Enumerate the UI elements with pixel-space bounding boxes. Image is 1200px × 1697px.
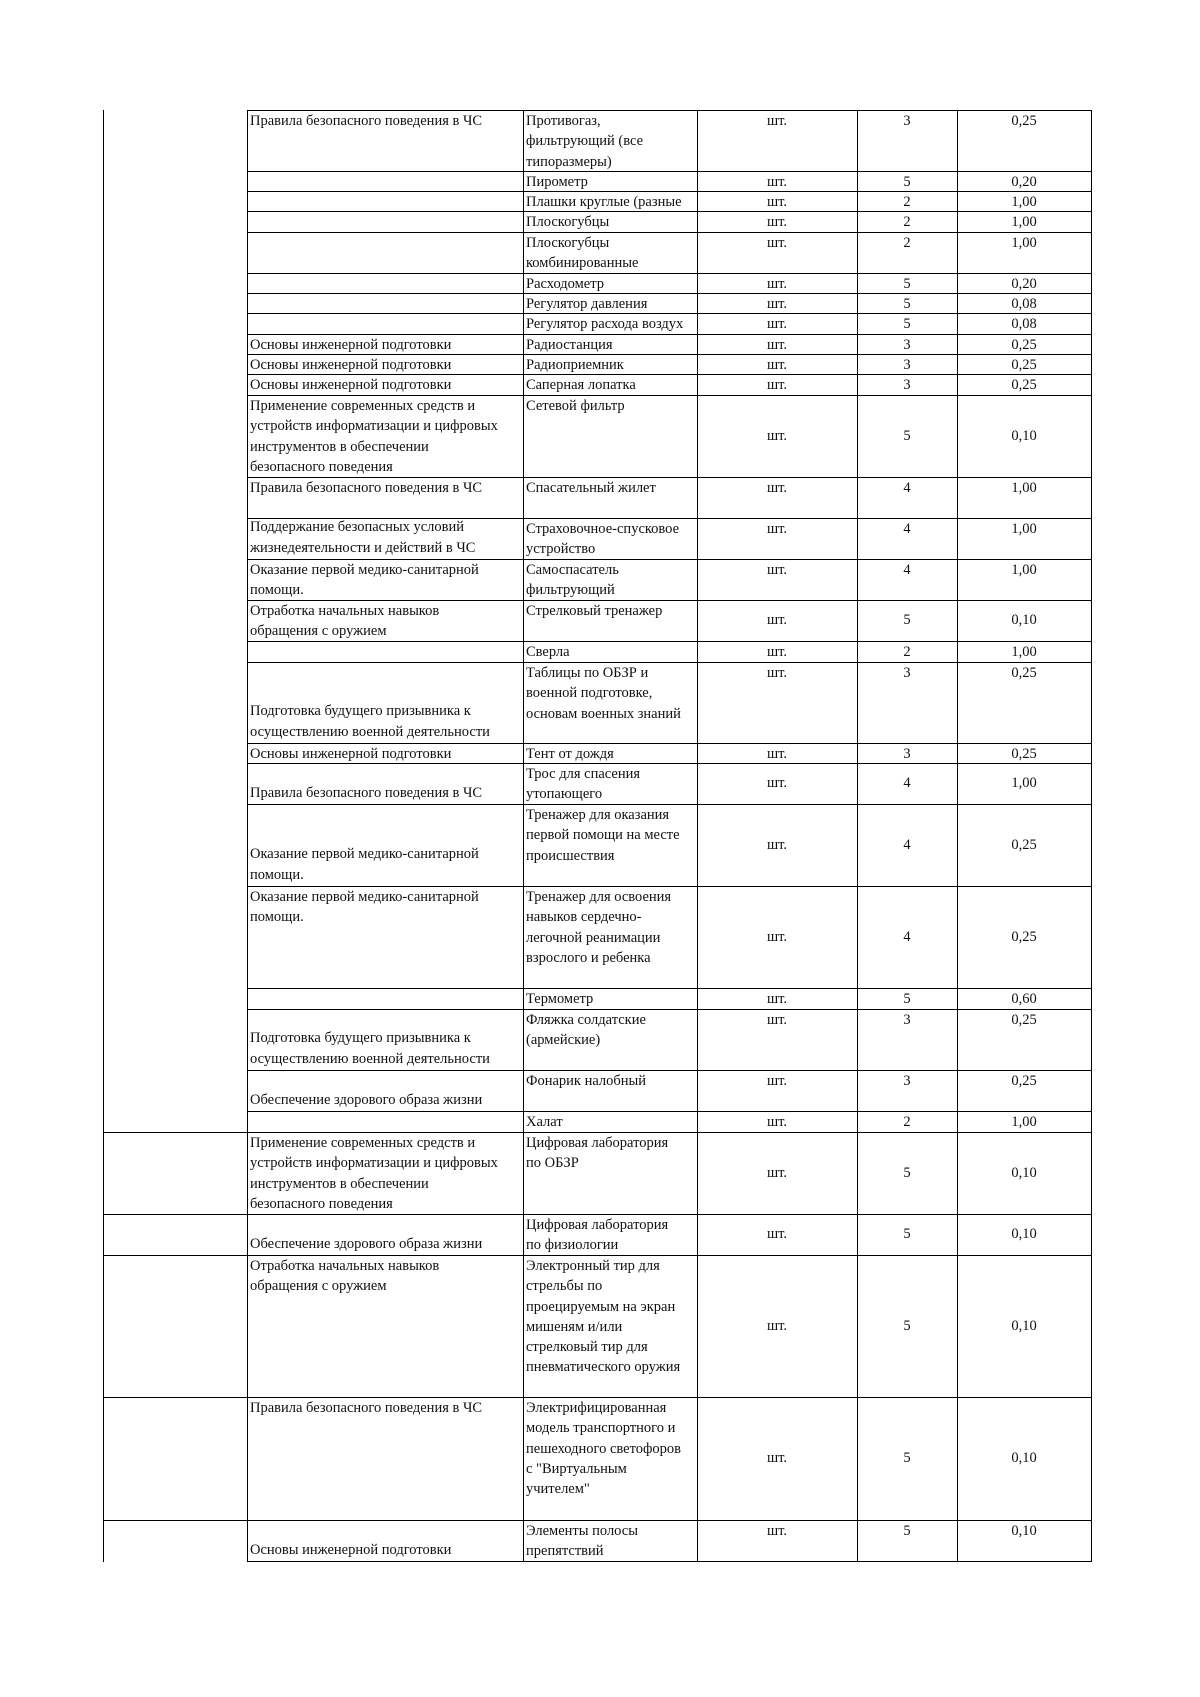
topic-cell: Оказание первой медико-санитарной помощи. xyxy=(250,846,479,883)
unit-cell: шт. xyxy=(766,296,788,312)
equipment-name-cell: Радиостанция xyxy=(526,337,613,353)
equipment-name-cell: Плашки круглые (разные xyxy=(526,194,682,210)
quantity-cell: 5 xyxy=(903,991,911,1007)
unit-cell: шт. xyxy=(766,174,788,190)
unit-cell: шт. xyxy=(766,113,788,129)
quantity-cell: 4 xyxy=(903,836,911,853)
coefficient-cell: 0,25 xyxy=(1011,337,1037,353)
quantity-cell: 3 xyxy=(903,1012,911,1028)
coefficient-cell: 1,00 xyxy=(1011,214,1037,230)
coefficient-cell: 1,00 xyxy=(1011,521,1037,537)
quantity-cell: 3 xyxy=(903,337,911,353)
unit-cell: шт. xyxy=(766,1450,788,1467)
equipment-name-cell: Тренажер для освоения навыков сердечно- легочной реанимации взрослого и ребенка xyxy=(526,889,672,966)
unit-cell: шт. xyxy=(766,1523,788,1539)
unit-cell: шт. xyxy=(766,1012,788,1028)
quantity-cell: 3 xyxy=(903,1073,911,1089)
coefficient-cell: 0,08 xyxy=(1011,296,1037,312)
topic-cell: Подготовка будущего призывника к осуществлению военной деятельности xyxy=(250,703,490,740)
equipment-name-cell: Страховочное-спусковое устройство xyxy=(526,521,680,558)
unit-cell: шт. xyxy=(766,1164,788,1181)
unit-cell: шт. xyxy=(766,1226,788,1243)
quantity-cell: 3 xyxy=(903,113,911,129)
topic-cell: Обеспечение здорового образа жизни xyxy=(250,1091,483,1108)
unit-cell: шт. xyxy=(766,1073,788,1089)
equipment-name-cell: Противогаз, фильтрующий (все типоразмеры) xyxy=(526,113,644,170)
coefficient-cell: 0,10 xyxy=(1011,1226,1037,1243)
unit-cell: шт. xyxy=(766,357,788,373)
equipment-name-cell: Спасательный жилет xyxy=(526,480,656,496)
quantity-cell: 5 xyxy=(903,427,911,444)
quantity-cell: 5 xyxy=(903,276,911,292)
coefficient-cell: 0,25 xyxy=(1011,836,1037,853)
quantity-cell: 3 xyxy=(903,377,911,393)
coefficient-cell: 0,60 xyxy=(1011,991,1037,1007)
equipment-name-cell: Электрифицированная модель транспортного и пешеходного светофоров с "Виртуальным учителем" xyxy=(526,1400,682,1498)
column-border xyxy=(247,110,248,1562)
coefficient-cell: 0,25 xyxy=(1011,377,1037,393)
quantity-cell: 5 xyxy=(903,174,911,190)
quantity-cell: 5 xyxy=(903,1226,911,1243)
topic-cell: Правила безопасного поведения в ЧС xyxy=(250,480,483,496)
topic-cell: Применение современных средств и устройств информатизации и цифровых инструментов в обеспечении безопасного поведения xyxy=(250,1135,498,1212)
equipment-name-cell: Самоспасатель фильтрующий xyxy=(526,562,619,599)
coefficient-cell: 1,00 xyxy=(1011,562,1037,578)
equipment-name-cell: Сетевой фильтр xyxy=(526,398,625,414)
topic-cell: Поддержание безопасных условий жизнедеятельности и действий в ЧС xyxy=(250,519,476,556)
quantity-cell: 3 xyxy=(903,665,911,681)
equipment-name-cell: Плоскогубцы комбинированные xyxy=(526,235,639,272)
equipment-name-cell: Халат xyxy=(526,1114,563,1130)
topic-cell: Основы инженерной подготовки xyxy=(250,377,452,393)
equipment-name-cell: Термометр xyxy=(526,991,594,1007)
topic-cell: Основы инженерной подготовки xyxy=(250,337,452,353)
column-border xyxy=(103,110,104,1562)
coefficient-cell: 0,08 xyxy=(1011,316,1037,332)
quantity-cell: 5 xyxy=(903,1164,911,1181)
unit-cell: шт. xyxy=(766,235,788,251)
topic-cell: Правила безопасного поведения в ЧС xyxy=(250,784,483,801)
coefficient-cell: 0,10 xyxy=(1011,612,1037,629)
unit-cell: шт. xyxy=(766,562,788,578)
coefficient-cell: 0,25 xyxy=(1011,357,1037,373)
coefficient-cell: 0,25 xyxy=(1011,113,1037,129)
quantity-cell: 5 xyxy=(903,612,911,629)
equipment-name-cell: Электронный тир для стрельбы по проецируемым на экран мишеням и/или стрелковый тир для пневматического оружия xyxy=(526,1258,681,1376)
quantity-cell: 4 xyxy=(903,775,911,792)
topic-cell: Обеспечение здорового образа жизни xyxy=(250,1235,483,1252)
quantity-cell: 5 xyxy=(903,1450,911,1467)
unit-cell: шт. xyxy=(766,991,788,1007)
equipment-name-cell: Регулятор давления xyxy=(526,296,648,312)
topic-cell: Отработка начальных навыков обращения с оружием xyxy=(250,1258,440,1295)
unit-cell: шт. xyxy=(766,480,788,496)
equipment-name-cell: Тренажер для оказания первой помощи на месте происшествия xyxy=(526,807,680,864)
quantity-cell: 4 xyxy=(903,928,911,945)
equipment-name-cell: Плоскогубцы xyxy=(526,214,610,230)
equipment-name-cell: Цифровая лаборатория по ОБЗР xyxy=(526,1135,669,1172)
unit-cell: шт. xyxy=(766,746,788,762)
unit-cell: шт. xyxy=(766,836,788,853)
quantity-cell: 2 xyxy=(903,194,911,210)
quantity-cell: 2 xyxy=(903,214,911,230)
coefficient-cell: 1,00 xyxy=(1011,194,1037,210)
quantity-cell: 3 xyxy=(903,746,911,762)
quantity-cell: 5 xyxy=(903,1317,911,1334)
coefficient-cell: 1,00 xyxy=(1011,775,1037,792)
unit-cell: шт. xyxy=(766,214,788,230)
coefficient-cell: 1,00 xyxy=(1011,235,1037,251)
quantity-cell: 5 xyxy=(903,1523,911,1539)
quantity-cell: 4 xyxy=(903,562,911,578)
equipment-name-cell: Расходометр xyxy=(526,276,605,292)
unit-cell: шт. xyxy=(766,427,788,444)
unit-cell: шт. xyxy=(766,276,788,292)
coefficient-cell: 0,25 xyxy=(1011,665,1037,681)
topic-cell: Основы инженерной подготовки xyxy=(250,1541,452,1558)
unit-cell: шт. xyxy=(766,612,788,629)
topic-cell: Правила безопасного поведения в ЧС xyxy=(250,113,483,129)
equipment-name-cell: Саперная лопатка xyxy=(526,377,636,393)
column-border xyxy=(857,110,858,1562)
unit-cell: шт. xyxy=(766,377,788,393)
quantity-cell: 2 xyxy=(903,1114,911,1130)
topic-cell: Применение современных средств и устройств информатизации и цифровых инструментов в обеспечении безопасного поведения xyxy=(250,398,498,475)
quantity-cell: 3 xyxy=(903,357,911,373)
equipment-name-cell: Фляжка солдатские (армейские) xyxy=(526,1012,646,1049)
unit-cell: шт. xyxy=(766,316,788,332)
topic-cell: Подготовка будущего призывника к осуществлению военной деятельности xyxy=(250,1030,490,1067)
column-border xyxy=(1091,110,1092,1562)
quantity-cell: 5 xyxy=(903,296,911,312)
topic-cell: Оказание первой медико-санитарной помощи. xyxy=(250,562,479,599)
coefficient-cell: 0,10 xyxy=(1011,427,1037,444)
equipment-name-cell: Сверла xyxy=(526,644,570,660)
unit-cell: шт. xyxy=(766,665,788,681)
topic-cell: Оказание первой медико-санитарной помощи. xyxy=(250,889,479,926)
coefficient-cell: 1,00 xyxy=(1011,1114,1037,1130)
coefficient-cell: 0,25 xyxy=(1011,1073,1037,1089)
unit-cell: шт. xyxy=(766,521,788,537)
topic-cell: Основы инженерной подготовки xyxy=(250,746,452,762)
coefficient-cell: 1,00 xyxy=(1011,480,1037,496)
coefficient-cell: 0,10 xyxy=(1011,1317,1037,1334)
quantity-cell: 2 xyxy=(903,235,911,251)
equipment-name-cell: Элементы полосы препятствий xyxy=(526,1523,638,1560)
quantity-cell: 4 xyxy=(903,480,911,496)
coefficient-cell: 1,00 xyxy=(1011,644,1037,660)
coefficient-cell: 0,20 xyxy=(1011,276,1037,292)
quantity-cell: 5 xyxy=(903,316,911,332)
equipment-name-cell: Цифровая лаборатория по физиологии xyxy=(526,1217,669,1254)
equipment-name-cell: Фонарик налобный xyxy=(526,1073,647,1089)
equipment-name-cell: Тент от дождя xyxy=(526,746,614,762)
equipment-name-cell: Регулятор расхода воздух xyxy=(526,316,684,332)
coefficient-cell: 0,20 xyxy=(1011,174,1037,190)
unit-cell: шт. xyxy=(766,337,788,353)
topic-cell: Отработка начальных навыков обращения с оружием xyxy=(250,603,440,640)
coefficient-cell: 0,10 xyxy=(1011,1523,1037,1539)
quantity-cell: 4 xyxy=(903,521,911,537)
unit-cell: шт. xyxy=(766,194,788,210)
equipment-name-cell: Стрелковый тренажер xyxy=(526,603,663,619)
equipment-name-cell: Таблицы по ОБЗР и военной подготовке, основам военных знаний xyxy=(526,665,681,722)
unit-cell: шт. xyxy=(766,1317,788,1334)
coefficient-cell: 0,10 xyxy=(1011,1450,1037,1467)
unit-cell: шт. xyxy=(766,1114,788,1130)
equipment-name-cell: Радиоприемник xyxy=(526,357,624,373)
coefficient-cell: 0,10 xyxy=(1011,1164,1037,1181)
coefficient-cell: 0,25 xyxy=(1011,928,1037,945)
unit-cell: шт. xyxy=(766,775,788,792)
unit-cell: шт. xyxy=(766,644,788,660)
unit-cell: шт. xyxy=(766,928,788,945)
equipment-name-cell: Пирометр xyxy=(526,174,588,190)
topic-cell: Правила безопасного поведения в ЧС xyxy=(250,1400,483,1416)
quantity-cell: 2 xyxy=(903,644,911,660)
coefficient-cell: 0,25 xyxy=(1011,746,1037,762)
coefficient-cell: 0,25 xyxy=(1011,1012,1037,1028)
column-border xyxy=(957,110,958,1562)
topic-cell: Основы инженерной подготовки xyxy=(250,357,452,373)
column-border xyxy=(523,110,524,1562)
column-border xyxy=(697,110,698,1562)
equipment-name-cell: Трос для спасения утопающего xyxy=(526,766,641,803)
